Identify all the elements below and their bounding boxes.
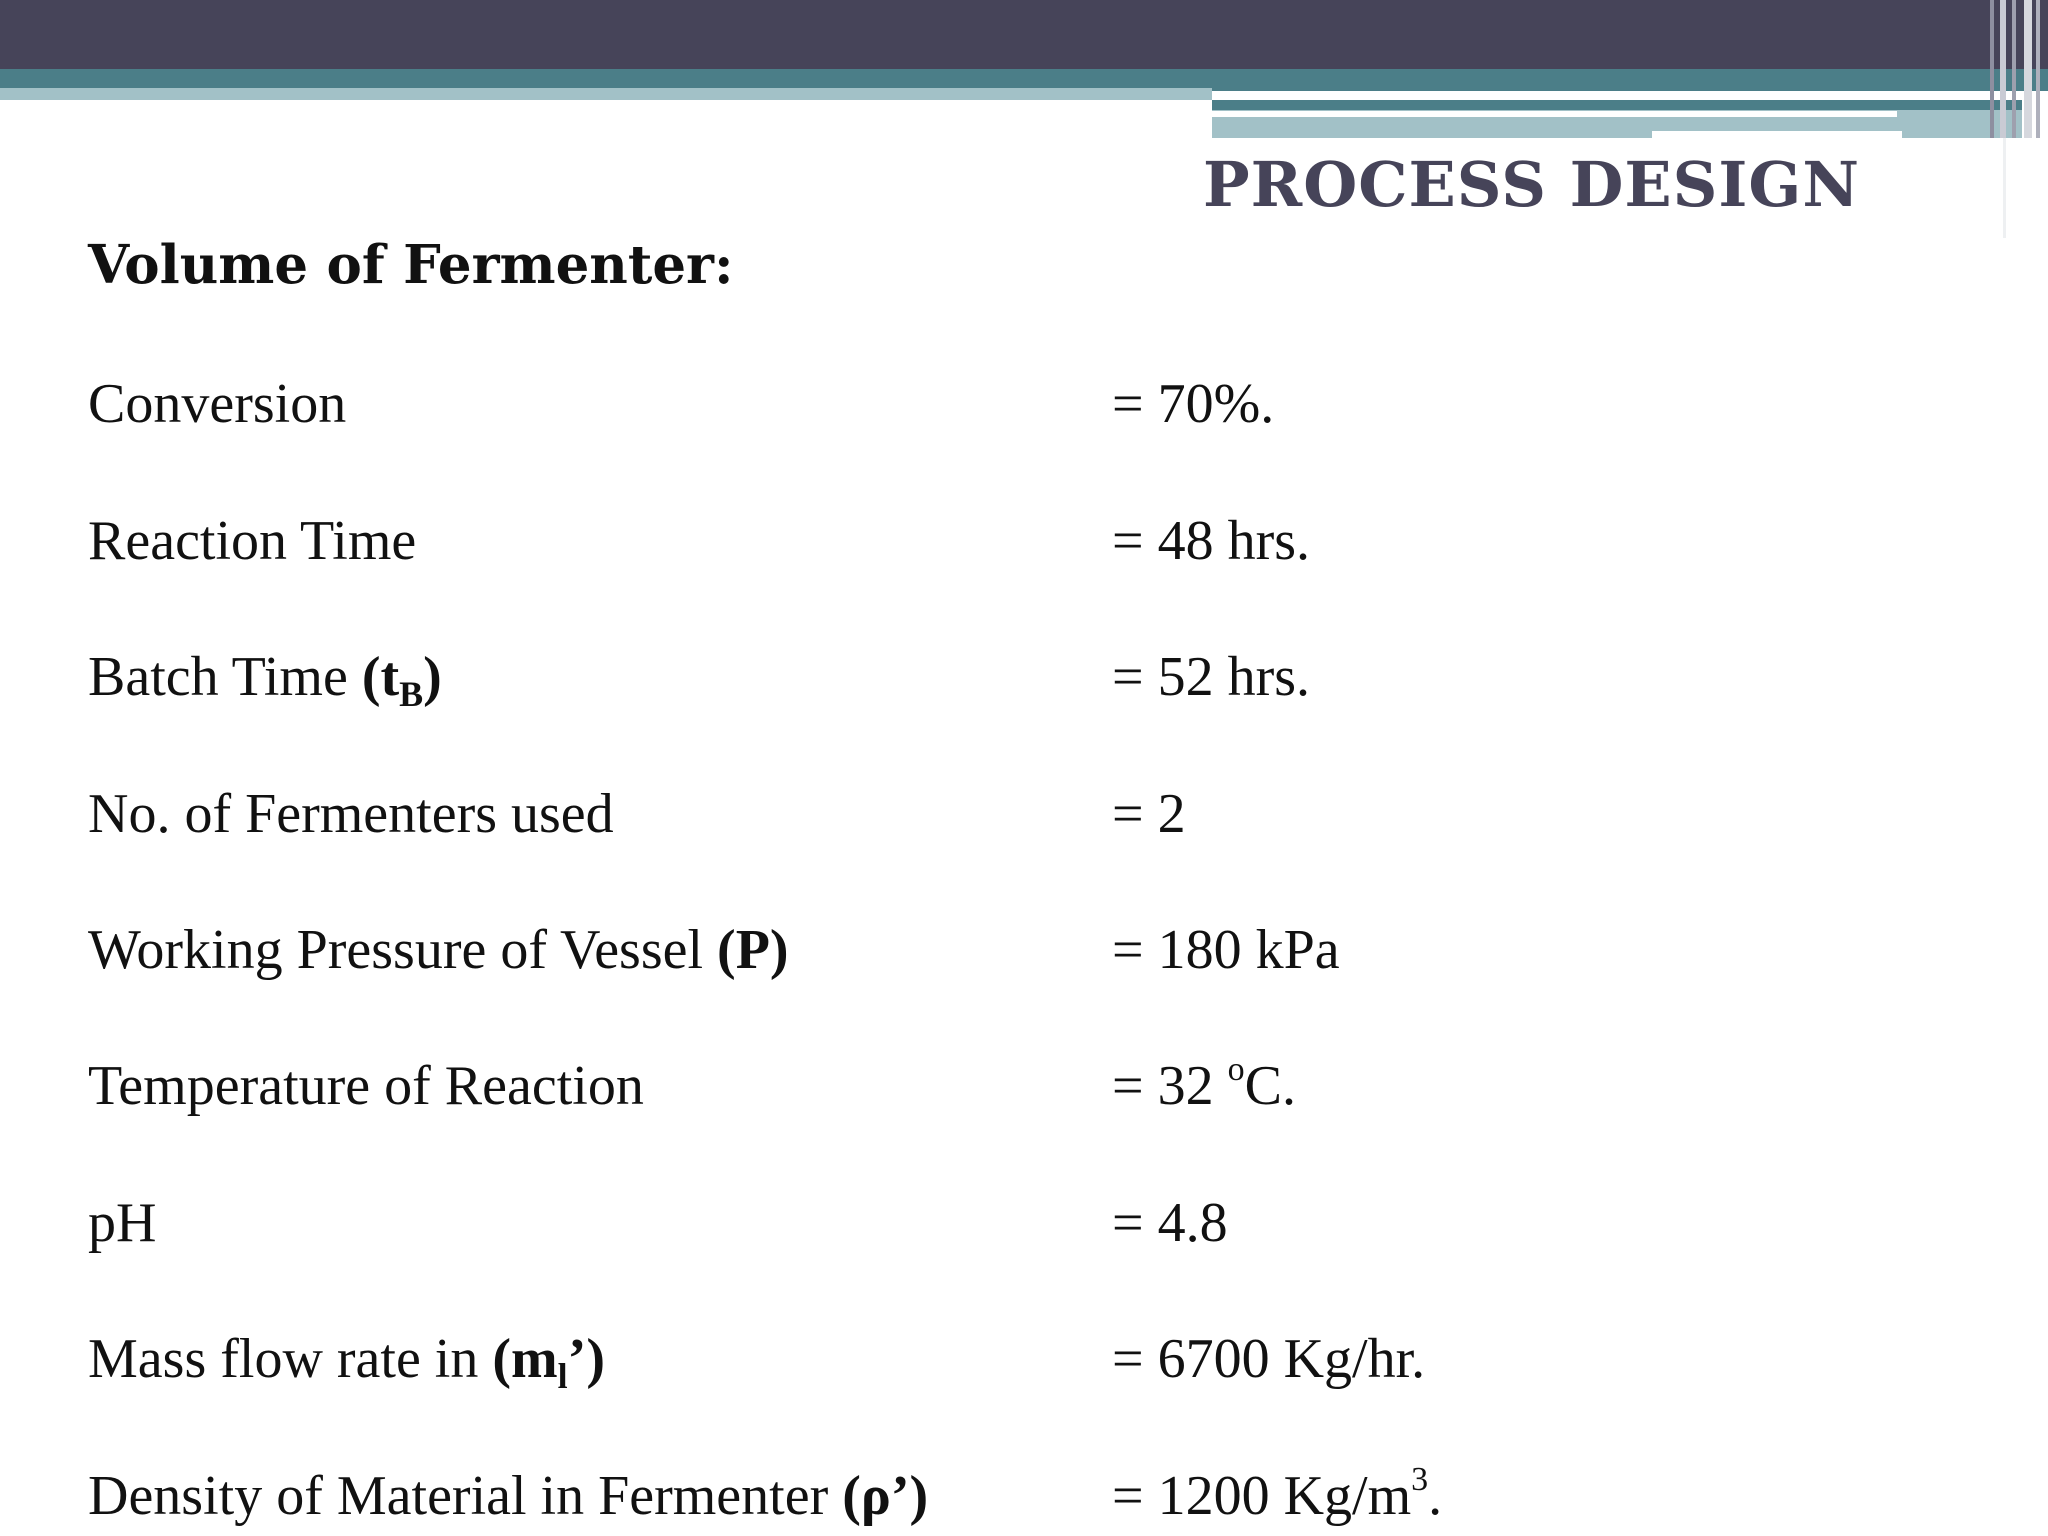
param-label: pH — [88, 1192, 157, 1254]
param-row-temperature — [0, 1051, 2048, 1121]
param-label: Batch Time $(t_B)$ — [88, 646, 442, 714]
side-line — [2003, 138, 2006, 238]
header-stripe — [1990, 0, 1994, 138]
param-label: Temperature of Reaction — [88, 1055, 644, 1117]
header-band-light — [0, 88, 1212, 100]
param-row-batch-time — [0, 642, 2048, 712]
param-label: Mass flow rate in $(m_l’)$ — [88, 1328, 605, 1396]
param-value: = 1200 $Kg/m^3$. — [1112, 1461, 1443, 1527]
param-symbol: (P) — [717, 919, 789, 981]
param-label: Density of Material in Fermenter (ρ’) — [88, 1465, 929, 1527]
param-value: = 180 kPa — [1112, 919, 1340, 981]
param-value: = 4.8 — [1112, 1192, 1228, 1254]
header-stripe — [2024, 0, 2032, 138]
section-heading: Volume of Fermenter: — [88, 234, 734, 296]
header-band-white-line — [1212, 111, 1897, 117]
param-value: = 48 hrs. — [1112, 510, 1311, 572]
param-value: = 70%. — [1112, 373, 1275, 435]
header-band-notch — [1652, 131, 1902, 139]
header-band-right-teal — [1212, 100, 2022, 110]
param-symbol: $(t_B)$ — [361, 646, 442, 714]
header-stripe — [2012, 0, 2016, 138]
param-row-reaction-time — [0, 506, 2048, 576]
header-stripe — [2000, 0, 2006, 138]
param-row-ph — [0, 1188, 2048, 1258]
param-value: = 52 hrs. — [1112, 646, 1311, 708]
header-stripe — [2036, 0, 2040, 138]
param-label: No. of Fermenters used — [88, 783, 614, 845]
param-row-mass-flow-rate — [0, 1324, 2048, 1394]
slide-title: PROCESS DESIGN — [1203, 148, 1860, 221]
param-symbol: (ρ’) — [842, 1465, 929, 1527]
param-label: Reaction Time — [88, 510, 417, 572]
param-row-density — [0, 1461, 2048, 1531]
param-row-working-pressure — [0, 915, 2048, 985]
param-row-fermenter-count — [0, 779, 2048, 849]
param-symbol: $(m_l’)$ — [492, 1328, 605, 1396]
param-label: Working Pressure of Vessel (P) — [88, 919, 789, 981]
param-value: = 6700 Kg/hr. — [1112, 1328, 1426, 1390]
header-band-dark — [0, 0, 2048, 69]
param-value: = 2 — [1112, 783, 1186, 845]
param-value: = 32 $^o$C. — [1112, 1051, 1296, 1117]
param-row-conversion — [0, 369, 2048, 439]
param-label: Conversion — [88, 373, 347, 435]
